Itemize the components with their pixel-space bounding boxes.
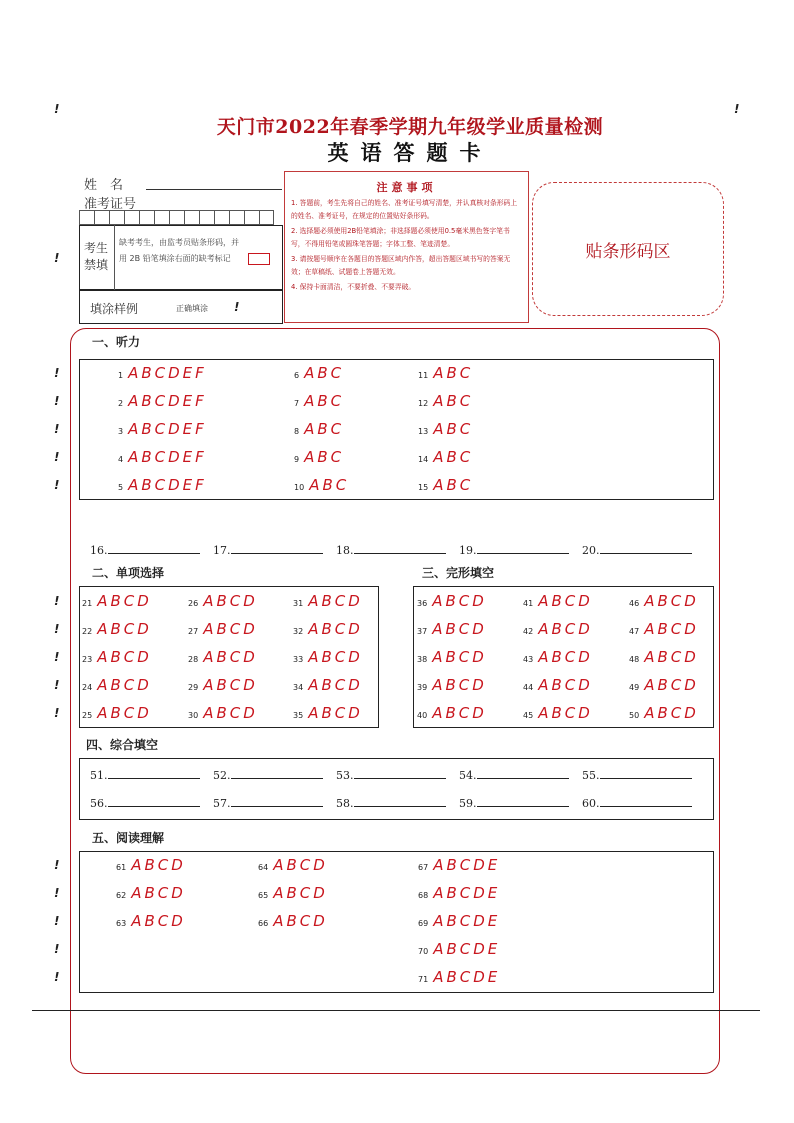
answer-options[interactable]: ABCD: [273, 856, 328, 874]
answer-options[interactable]: ABCD: [203, 648, 258, 666]
answer-options[interactable]: ABCD: [308, 676, 363, 694]
reading-q-67[interactable]: [418, 856, 500, 874]
reading-q-61[interactable]: [116, 856, 186, 874]
blank-number: 20.: [582, 544, 600, 557]
answer-options[interactable]: ABCDEF: [128, 364, 207, 382]
cloze-q-43[interactable]: [523, 648, 593, 666]
alignment-mark: !: [54, 594, 60, 608]
question-number: 69: [418, 919, 429, 928]
cloze-q-37[interactable]: [417, 620, 487, 638]
question-number: 15: [418, 483, 429, 492]
listening-q-12[interactable]: [418, 392, 473, 410]
question-number: 61: [116, 863, 127, 872]
question-number: 71: [418, 975, 429, 984]
fill-blank[interactable]: [213, 769, 323, 782]
answer-options[interactable]: ABCD: [538, 620, 593, 638]
answer-options[interactable]: ABCD: [432, 676, 487, 694]
alignment-mark: !: [54, 394, 60, 408]
answer-options[interactable]: ABCDE: [433, 884, 501, 902]
question-number: 43: [523, 655, 534, 664]
listening-q-1[interactable]: [118, 364, 207, 382]
answer-options[interactable]: ABCD: [432, 704, 487, 722]
question-number: 50: [629, 711, 640, 720]
single-choice-q-31[interactable]: [293, 592, 363, 610]
question-number: 10: [294, 483, 305, 492]
question-number: 68: [418, 891, 429, 900]
alignment-mark: !: [54, 102, 60, 116]
answer-options[interactable]: ABCD: [432, 648, 487, 666]
listening-q-14[interactable]: [418, 448, 473, 466]
question-number: 1: [118, 371, 124, 380]
single-choice-q-23[interactable]: [82, 648, 152, 666]
blank-line[interactable]: [354, 769, 446, 779]
alignment-mark: !: [54, 650, 60, 664]
question-number: 33: [293, 655, 304, 664]
blank-line[interactable]: [108, 769, 200, 779]
alignment-mark: !: [54, 858, 60, 872]
alignment-mark: !: [54, 422, 60, 436]
cloze-q-49[interactable]: [629, 676, 699, 694]
cloze-q-39[interactable]: [417, 676, 487, 694]
reading-q-69[interactable]: [418, 912, 500, 930]
alignment-mark: !: [54, 678, 60, 692]
question-number: 46: [629, 599, 640, 608]
question-number: 48: [629, 655, 640, 664]
alignment-mark: !: [54, 251, 60, 265]
barcode-label: 贴条形码区: [585, 241, 671, 262]
blank-line[interactable]: [600, 769, 692, 779]
listening-q-6[interactable]: [294, 364, 344, 382]
single-choice-q-29[interactable]: [188, 676, 258, 694]
answer-options[interactable]: ABCD: [644, 704, 699, 722]
question-number: 34: [293, 683, 304, 692]
answer-options[interactable]: ABC: [309, 476, 350, 494]
question-number: 27: [188, 627, 199, 636]
fill-blank[interactable]: [336, 769, 446, 782]
cloze-q-45[interactable]: [523, 704, 593, 722]
blank-line[interactable]: [477, 544, 569, 554]
answer-options[interactable]: ABCD: [644, 676, 699, 694]
answer-options[interactable]: ABC: [304, 364, 345, 382]
fill-blank[interactable]: [459, 769, 569, 782]
answer-options[interactable]: ABCDEF: [128, 448, 207, 466]
notice-heading: 注意事项: [376, 181, 437, 194]
answer-options[interactable]: ABC: [304, 392, 345, 410]
id-label: 准考证号: [84, 197, 137, 212]
name-field[interactable]: [146, 189, 282, 190]
question-number: 25: [82, 711, 93, 720]
answer-options[interactable]: ABC: [433, 420, 474, 438]
question-number: 13: [418, 427, 429, 436]
blank-line[interactable]: [600, 797, 692, 807]
sample-correct: 正确填涂: [176, 304, 208, 313]
fill-blank[interactable]: [213, 544, 323, 557]
reading-q-70[interactable]: [418, 940, 500, 958]
blank-number: 56.: [90, 797, 108, 810]
answer-options[interactable]: ABCD: [131, 856, 186, 874]
answer-options[interactable]: ABCD: [644, 620, 699, 638]
question-number: 23: [82, 655, 93, 664]
reading-q-71[interactable]: [418, 968, 500, 986]
section-single-title: 二、单项选择: [92, 566, 165, 580]
cloze-q-44[interactable]: [523, 676, 593, 694]
question-number: 3: [118, 427, 124, 436]
answer-options[interactable]: ABC: [304, 448, 345, 466]
blank-line[interactable]: [354, 544, 446, 554]
answer-options[interactable]: ABCD: [203, 676, 258, 694]
alignment-mark: !: [54, 942, 60, 956]
blank-number: 52.: [213, 769, 231, 782]
fill-blank[interactable]: [582, 797, 692, 810]
fill-blank[interactable]: [336, 797, 446, 810]
fill-blank[interactable]: [582, 544, 692, 557]
alignment-mark: !: [54, 706, 60, 720]
exam-title: 天门市2022年春季学期九年级学业质量检测: [216, 116, 604, 138]
cloze-q-41[interactable]: [523, 592, 593, 610]
answer-options[interactable]: ABCD: [538, 648, 593, 666]
fill-blank[interactable]: [582, 769, 692, 782]
alignment-mark: !: [54, 478, 60, 492]
single-choice-q-28[interactable]: [188, 648, 258, 666]
single-choice-q-27[interactable]: [188, 620, 258, 638]
sample-mark: !: [234, 300, 240, 314]
alignment-mark: !: [54, 914, 60, 928]
answer-options[interactable]: ABCD: [131, 884, 186, 902]
fill-blank[interactable]: [459, 797, 569, 810]
fill-blank[interactable]: [459, 544, 569, 557]
notice-line-1: 1. 答题前，考生先将自己的姓名、准考证号填写清楚，并认真核对条形码上的姓名、准考证号，在规定的位置贴好条形码。: [291, 199, 518, 220]
divider-line: [32, 1010, 760, 1011]
question-number: 35: [293, 711, 304, 720]
blank-line[interactable]: [600, 544, 692, 554]
answer-options[interactable]: ABCD: [308, 620, 363, 638]
question-number: 37: [417, 627, 428, 636]
reading-q-62[interactable]: [116, 884, 186, 902]
question-number: 14: [418, 455, 429, 464]
fill-box: [79, 758, 714, 820]
single-choice-q-32[interactable]: [293, 620, 363, 638]
answer-options[interactable]: ABC: [304, 420, 345, 438]
listening-q-3[interactable]: [118, 420, 207, 438]
listening-q-5[interactable]: [118, 476, 207, 494]
question-number: 41: [523, 599, 534, 608]
answer-options[interactable]: ABCDEF: [128, 392, 207, 410]
blank-number: 58.: [336, 797, 354, 810]
answer-options[interactable]: ABCD: [644, 592, 699, 610]
answer-options[interactable]: ABCD: [432, 620, 487, 638]
question-number: 26: [188, 599, 199, 608]
fill-blank[interactable]: [336, 544, 446, 557]
blank-number: 53.: [336, 769, 354, 782]
question-number: 38: [417, 655, 428, 664]
answer-options[interactable]: ABCDEF: [128, 476, 207, 494]
alignment-mark: !: [734, 102, 740, 116]
question-number: 21: [82, 599, 93, 608]
answer-options[interactable]: ABCD: [538, 676, 593, 694]
question-number: 66: [258, 919, 269, 928]
answer-options[interactable]: ABCD: [97, 676, 152, 694]
answer-options[interactable]: ABCD: [97, 704, 152, 722]
reading-q-66[interactable]: [258, 912, 328, 930]
answer-options[interactable]: ABCD: [273, 912, 328, 930]
answer-options[interactable]: ABC: [433, 364, 474, 382]
question-number: 5: [118, 483, 124, 492]
absent-instruction: 缺考考生，由监考员贴条形码，并用 2B 铅笔填涂右面的缺考标记: [119, 238, 239, 263]
question-number: 8: [294, 427, 300, 436]
question-number: 28: [188, 655, 199, 664]
cloze-q-47[interactable]: [629, 620, 699, 638]
listening-q-10[interactable]: [294, 476, 349, 494]
single-choice-q-21[interactable]: [82, 592, 152, 610]
cloze-q-48[interactable]: [629, 648, 699, 666]
question-number: 2: [118, 399, 124, 408]
section-cloze-title: 三、完形填空: [422, 566, 495, 580]
notice-box: [284, 171, 529, 323]
question-number: 31: [293, 599, 304, 608]
question-number: 30: [188, 711, 199, 720]
question-number: 62: [116, 891, 127, 900]
question-number: 6: [294, 371, 300, 380]
cloze-q-38[interactable]: [417, 648, 487, 666]
question-number: 32: [293, 627, 304, 636]
answer-options[interactable]: ABCD: [203, 592, 258, 610]
blank-line[interactable]: [477, 769, 569, 779]
question-number: 36: [417, 599, 428, 608]
blank-number: 57.: [213, 797, 231, 810]
single-choice-q-25[interactable]: [82, 704, 152, 722]
question-number: 47: [629, 627, 640, 636]
blank-number: 54.: [459, 769, 477, 782]
answer-options[interactable]: ABC: [433, 448, 474, 466]
alignment-mark: !: [54, 366, 60, 380]
single-choice-q-30[interactable]: [188, 704, 258, 722]
answer-options[interactable]: ABCD: [644, 648, 699, 666]
question-number: 45: [523, 711, 534, 720]
answer-options[interactable]: ABCD: [308, 648, 363, 666]
sample-label: 填涂样例: [90, 302, 139, 316]
alignment-mark: !: [54, 970, 60, 984]
listening-q-4[interactable]: [118, 448, 207, 466]
reading-q-63[interactable]: [116, 912, 186, 930]
blank-number: 51.: [90, 769, 108, 782]
alignment-mark: !: [54, 450, 60, 464]
blank-line[interactable]: [108, 797, 200, 807]
answer-options[interactable]: ABCDEF: [128, 420, 207, 438]
blank-line[interactable]: [108, 544, 200, 554]
listening-q-7[interactable]: [294, 392, 344, 410]
listening-q-8[interactable]: [294, 420, 344, 438]
blank-line[interactable]: [231, 544, 323, 554]
question-number: 24: [82, 683, 93, 692]
reading-q-64[interactable]: [258, 856, 328, 874]
blank-line[interactable]: [354, 797, 446, 807]
question-number: 22: [82, 627, 93, 636]
alignment-mark: !: [54, 886, 60, 900]
question-number: 67: [418, 863, 429, 872]
single-choice-q-24[interactable]: [82, 676, 152, 694]
answer-options[interactable]: ABCD: [97, 620, 152, 638]
section-fill-title: 四、综合填空: [86, 738, 159, 752]
answer-options[interactable]: ABCD: [203, 704, 258, 722]
cloze-q-42[interactable]: [523, 620, 593, 638]
question-number: 39: [417, 683, 428, 692]
reading-q-68[interactable]: [418, 884, 500, 902]
fill-blank[interactable]: [90, 544, 200, 557]
answer-options[interactable]: ABCD: [203, 620, 258, 638]
single-choice-q-34[interactable]: [293, 676, 363, 694]
question-number: 42: [523, 627, 534, 636]
answer-options[interactable]: ABCDE: [433, 940, 501, 958]
blank-number: 60.: [582, 797, 600, 810]
question-number: 70: [418, 947, 429, 956]
cloze-q-50[interactable]: [629, 704, 699, 722]
barcode-area: [532, 182, 724, 316]
notice-line-2: 2. 选择题必须使用2B铅笔填涂；非选择题必须使用0.5毫米黑色签字笔书写，不得用铅笔或圆珠笔答题；字体工整、笔迹清楚。: [291, 227, 510, 248]
cloze-q-40[interactable]: [417, 704, 487, 722]
alignment-mark: !: [54, 622, 60, 636]
fill-blank[interactable]: [213, 797, 323, 810]
fill-blank[interactable]: [90, 797, 200, 810]
blank-number: 59.: [459, 797, 477, 810]
cloze-q-36[interactable]: [417, 592, 487, 610]
single-choice-q-26[interactable]: [188, 592, 258, 610]
blank-line[interactable]: [231, 797, 323, 807]
single-choice-q-33[interactable]: [293, 648, 363, 666]
answer-options[interactable]: ABCD: [131, 912, 186, 930]
answer-options[interactable]: ABCDE: [433, 912, 501, 930]
question-number: 12: [418, 399, 429, 408]
blank-line[interactable]: [477, 797, 569, 807]
answer-options[interactable]: ABCDE: [433, 856, 501, 874]
question-number: 44: [523, 683, 534, 692]
answer-options[interactable]: ABCD: [538, 704, 593, 722]
blank-line[interactable]: [231, 769, 323, 779]
single-choice-q-35[interactable]: [293, 704, 363, 722]
blank-number: 16.: [90, 544, 108, 557]
name-label: 姓 名: [84, 178, 124, 193]
question-number: 49: [629, 683, 640, 692]
question-number: 11: [418, 371, 429, 380]
section-reading-title: 五、阅读理解: [92, 831, 165, 845]
absent-label: 考生禁填: [84, 241, 109, 272]
question-number: 40: [417, 711, 428, 720]
listening-q-13[interactable]: [418, 420, 473, 438]
answer-options[interactable]: ABCD: [97, 592, 152, 610]
fill-blank[interactable]: [90, 769, 200, 782]
single-choice-q-22[interactable]: [82, 620, 152, 638]
question-number: 7: [294, 399, 300, 408]
blank-number: 18.: [336, 544, 354, 557]
listening-q-2[interactable]: [118, 392, 207, 410]
answer-options[interactable]: ABCD: [97, 648, 152, 666]
question-number: 4: [118, 455, 124, 464]
question-number: 9: [294, 455, 300, 464]
blank-number: 19.: [459, 544, 477, 557]
absent-mark-box[interactable]: [248, 253, 270, 265]
question-number: 64: [258, 863, 269, 872]
answer-options[interactable]: ABC: [433, 392, 474, 410]
answer-options[interactable]: ABCD: [432, 592, 487, 610]
answer-options[interactable]: ABC: [433, 476, 474, 494]
cloze-q-46[interactable]: [629, 592, 699, 610]
question-number: 29: [188, 683, 199, 692]
answer-options[interactable]: ABCD: [308, 592, 363, 610]
question-number: 65: [258, 891, 269, 900]
reading-q-65[interactable]: [258, 884, 328, 902]
notice-line-4: 4. 保持卡面清洁，不要折叠、不要弄破。: [291, 283, 416, 291]
exam-subtitle: 英语答题卡: [327, 140, 493, 165]
answer-options[interactable]: ABCD: [308, 704, 363, 722]
answer-options[interactable]: ABCD: [273, 884, 328, 902]
blank-number: 55.: [582, 769, 600, 782]
listening-q-15[interactable]: [418, 476, 473, 494]
answer-options[interactable]: ABCDE: [433, 968, 501, 986]
section-listening-title: 一、听力: [92, 335, 141, 349]
notice-line-3: 3. 请按题号顺序在各题目的答题区域内作答，超出答题区域书写的答案无效；在草稿纸、试题卷上答题无效。: [291, 255, 511, 276]
id-grid[interactable]: [79, 210, 274, 225]
answer-options[interactable]: ABCD: [538, 592, 593, 610]
question-number: 63: [116, 919, 127, 928]
blank-number: 17.: [213, 544, 231, 557]
listening-q-11[interactable]: [418, 364, 473, 382]
listening-q-9[interactable]: [294, 448, 344, 466]
